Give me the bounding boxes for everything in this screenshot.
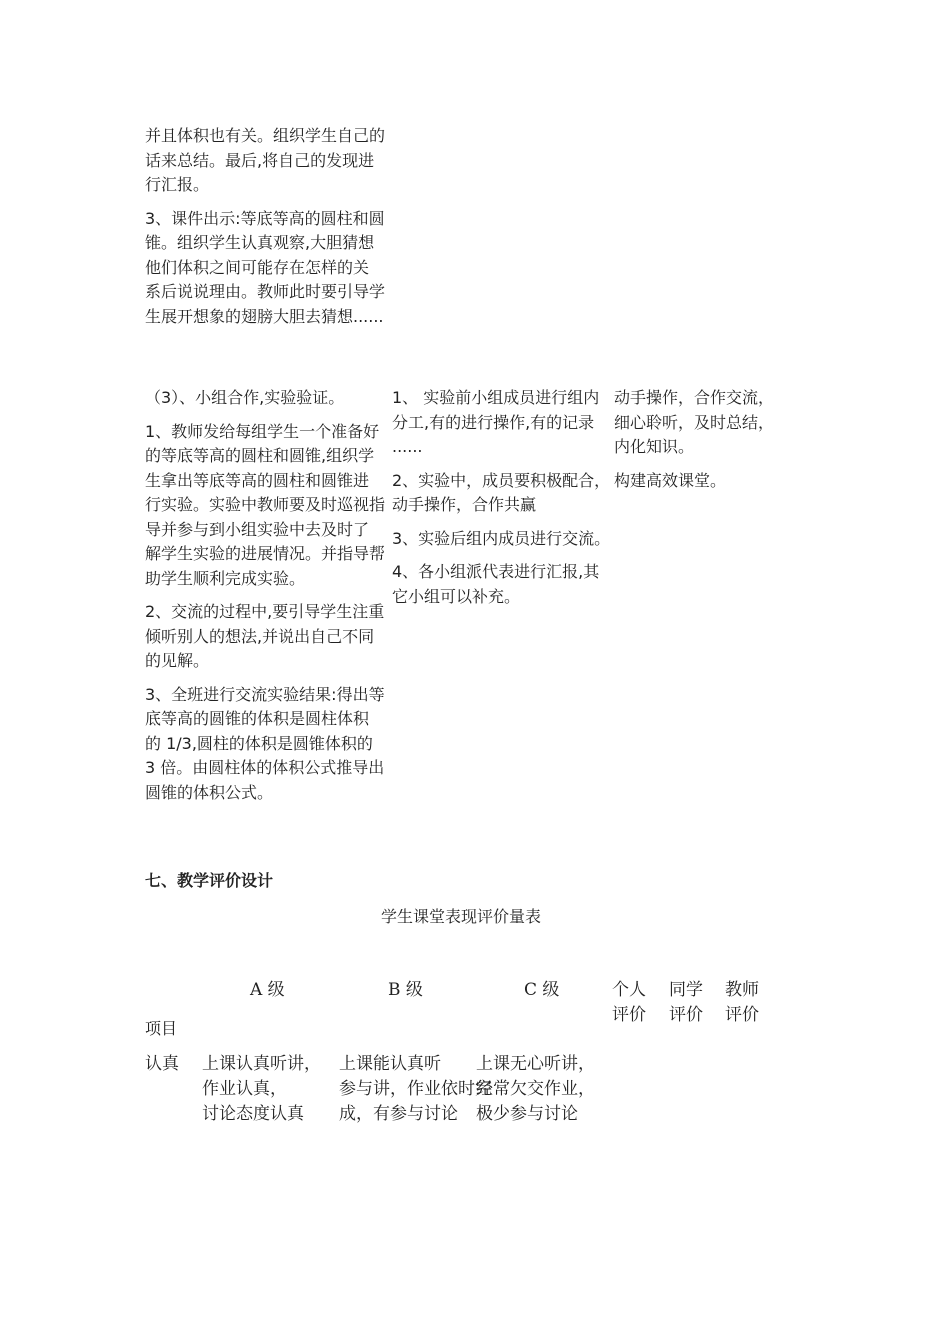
- paragraph: 2、交流的过程中,要引导学生注重 倾听别人的想法,并说出自己不同 的见解。: [145, 602, 385, 670]
- table-title: 学生课堂表现评价量表: [380, 907, 541, 926]
- header-grade-a: A 级: [250, 980, 285, 1000]
- row-label: 认真: [145, 1054, 179, 1074]
- row-grade-b: 上课能认真听 参与讲，作业依时完 成，有参与讨论: [339, 1054, 492, 1124]
- header-grade-b: B 级: [388, 980, 423, 1000]
- paragraph: 1、教师发给每组学生一个准备好 的等底等高的圆柱和圆锥,组织学 生拿出等底等高的圆柱和圆锥进 行实验。实验中教师要及时巡视指 导并参与到小组实验中去及时了 解学生实验的进展情况。并指导帮 助学生顺利完成实验。: [145, 421, 386, 588]
- paragraph: 4、各小组派代表进行汇报,其 它小组可以补充。: [392, 562, 600, 606]
- column3-design-intent: [614, 386, 784, 502]
- column2-student-activity: [392, 386, 614, 618]
- paragraph: 3、课件出示:等底等高的圆柱和圆 锥。组织学生认真观察,大胆猜想 他们体积之间可能存在怎样的关 系后说说理由。教师此时要引导学 生展开想象的翅膀大胆去猜想......: [145, 208, 386, 326]
- paragraph: 1、 实验前小组成员进行组内 分工,有的进行操作,有的记录 ......: [392, 388, 600, 456]
- paragraph: 并且体积也有关。组织学生自己的 话来总结。最后,将自己的发现进 行汇报。: [145, 126, 386, 194]
- paragraph: （3）、小组合作,实验验证。: [145, 388, 345, 407]
- header-grade-c: C 级: [524, 980, 560, 1000]
- section-heading: 七、教学评价设计: [145, 871, 274, 890]
- paragraph: 3、实验后组内成员进行交流。: [392, 528, 611, 548]
- paragraph: 2、实验中，成员要积极配合， 动手操作，合作共赢: [392, 470, 611, 514]
- column1-activity-steps: [145, 386, 397, 814]
- row-grade-c: 上课无心听讲， 经常欠交作业， 极少参与讨论: [476, 1054, 595, 1124]
- paragraph: 构建高效课堂。: [614, 470, 727, 490]
- header-teacher-evaluation: 教师 评价: [725, 980, 759, 1025]
- paragraph: 3、全班进行交流实验结果:得出等 底等高的圆锥的体积是圆柱体积 的 1/3,圆柱的体积是圆锥体积的 3 倍。由圆柱体的体积公式推导出 圆锥的体积公式。: [145, 684, 385, 802]
- paragraph: 动手操作，合作交流， 细心聆听，及时总结， 内化知识。: [614, 388, 775, 456]
- column1-top-text: [145, 124, 397, 338]
- header-item: 项目: [145, 1019, 178, 1038]
- row-grade-a: 上课认真听讲， 作业认真， 讨论态度认真: [202, 1054, 321, 1124]
- header-self-evaluation: 个人 评价: [612, 980, 646, 1025]
- header-peer-evaluation: 同学 评价: [669, 980, 703, 1025]
